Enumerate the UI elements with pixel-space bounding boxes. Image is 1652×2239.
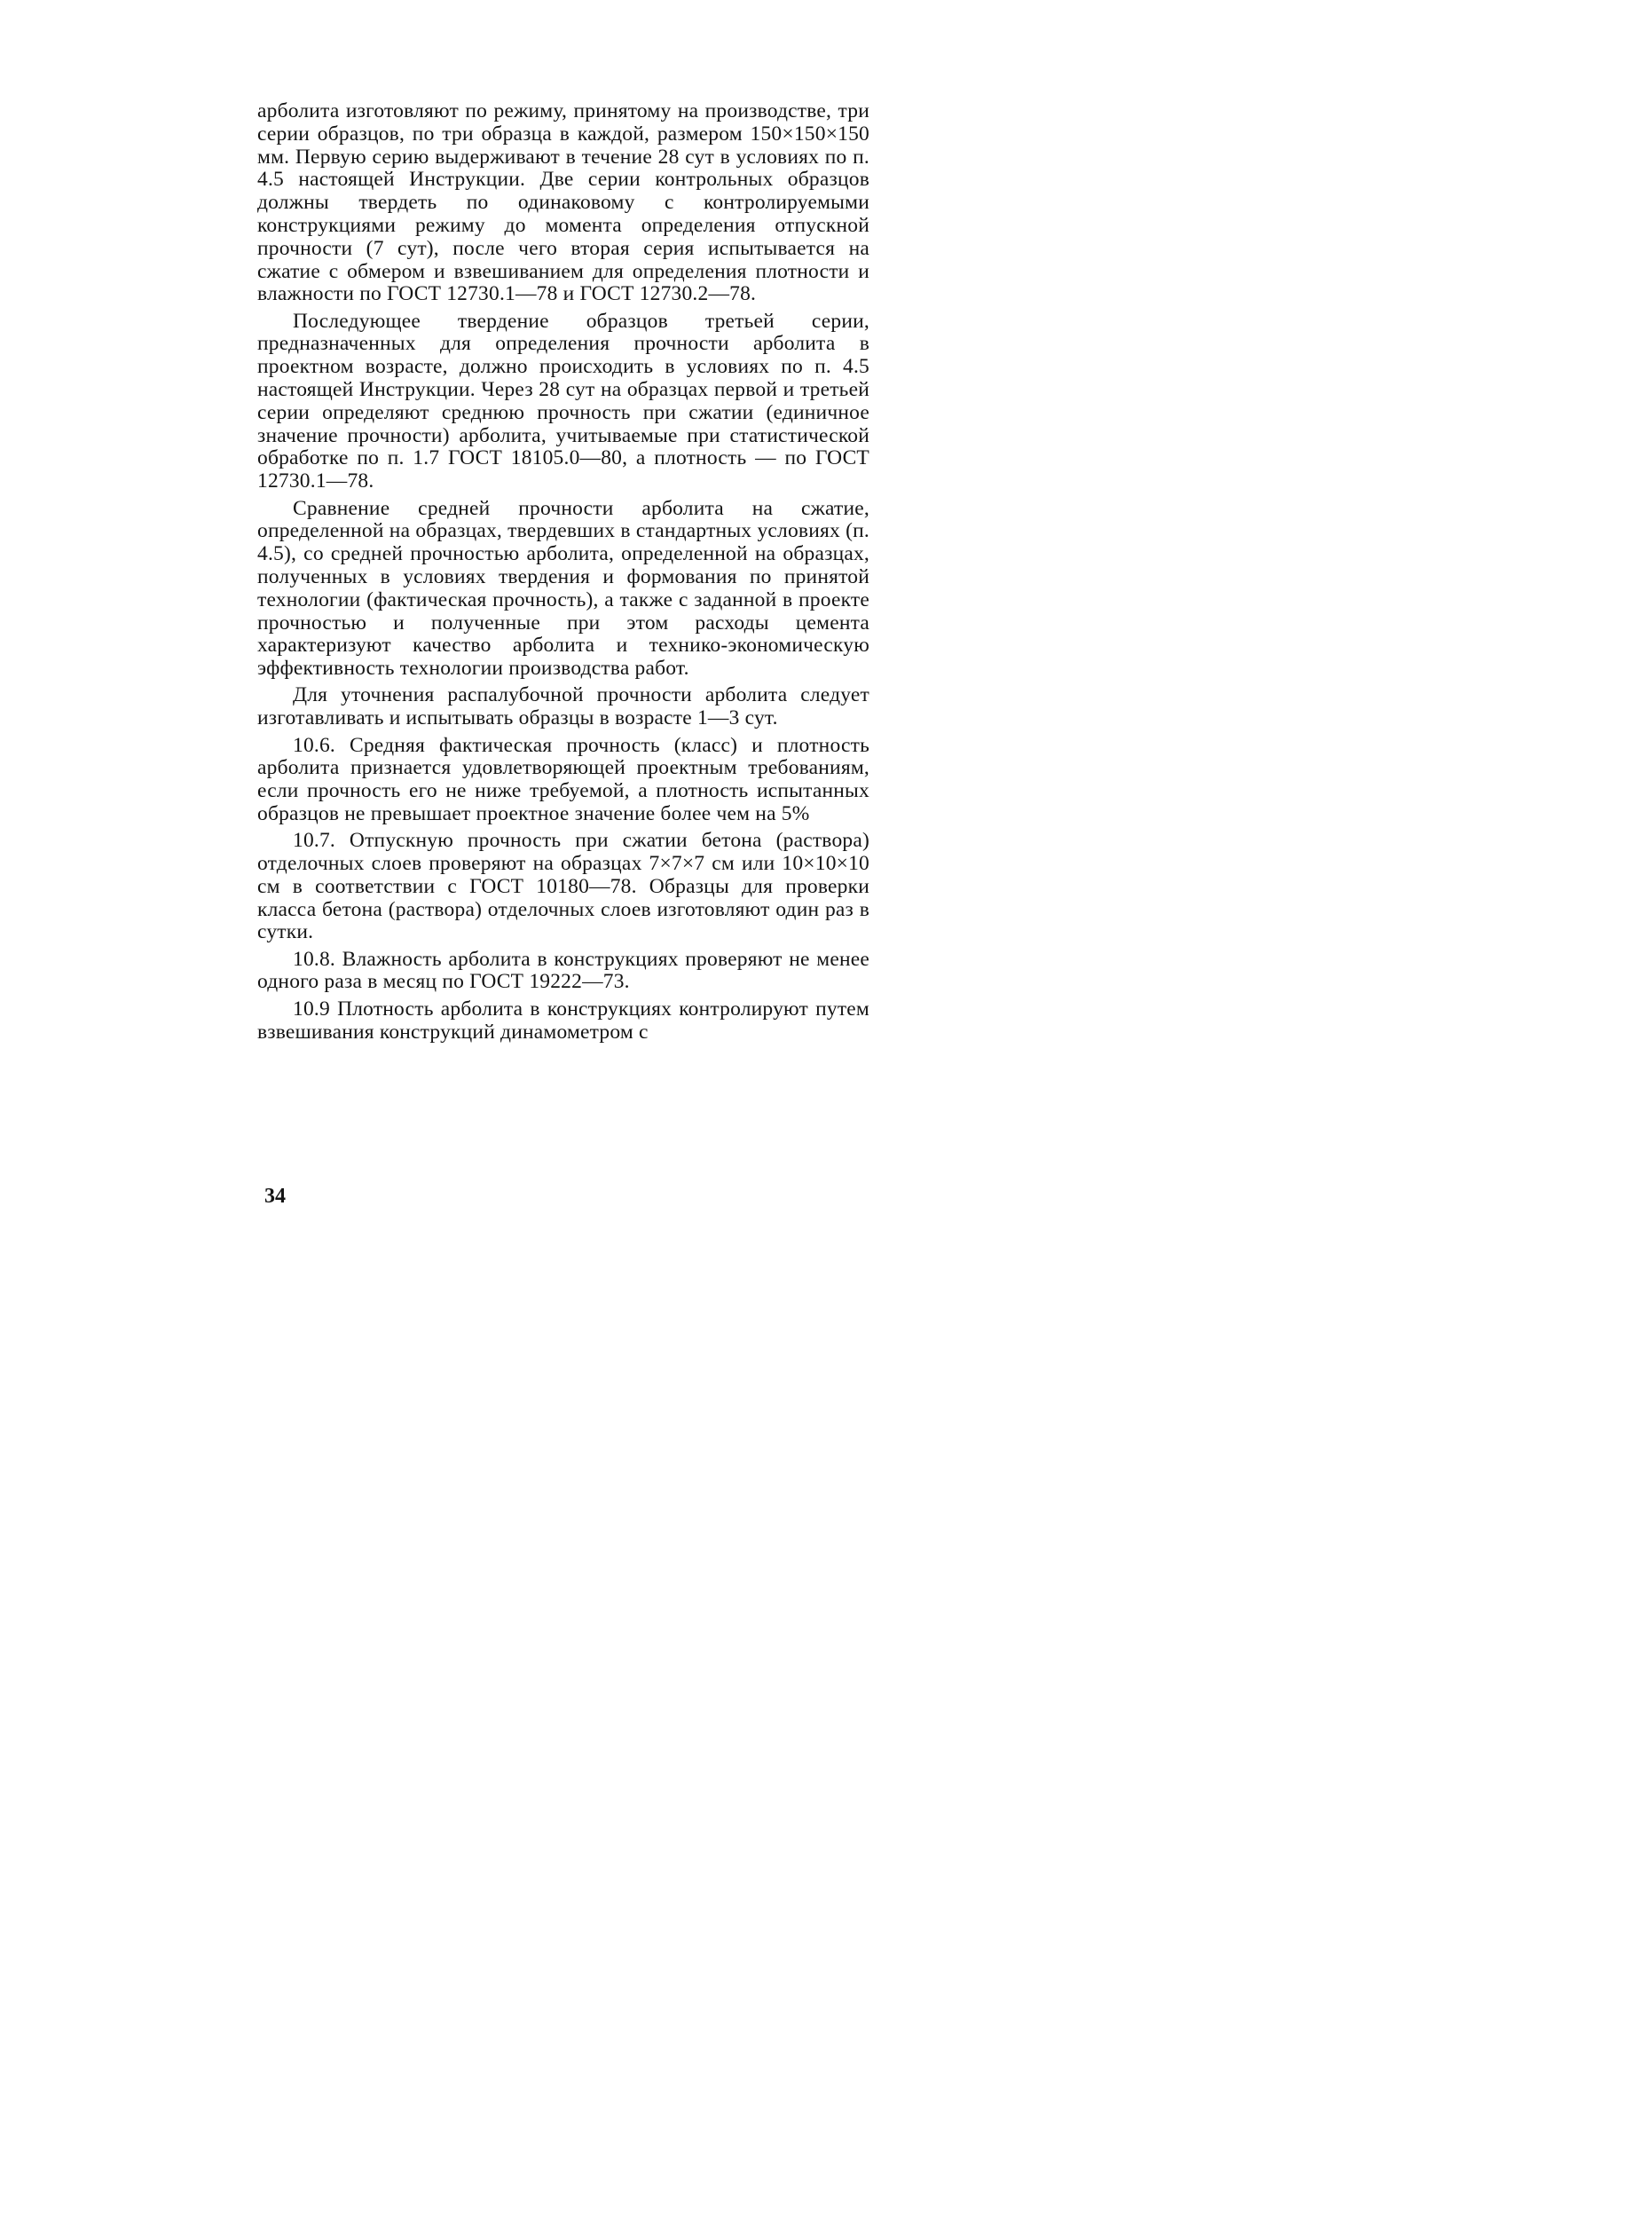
paragraph-clause-10-6: 10.6. Средняя фактическая прочность (класс) и плотность арболита признается удовлетворяющей проектным требованиям, если прочность его не ниже требуемой, а плотность испытанных образцов не превышает проектное значение более чем на 5%: [257, 733, 869, 825]
paragraph-third-series-curing: Последующее твердение образцов третьей серии, предназначенных для определения прочности арболита в проектном возрасте, должно происходить в условиях по п. 4.5 настоящей Инструкции. Через 28 сут на образцах первой и третьей серии определяют среднюю прочность при сжатии (единичное значение прочности) арболита, учитываемые при статистической обработке по п. 1.7 ГОСТ 18105.0—80, а плотность — по ГОСТ 12730.1—78.: [257, 309, 869, 493]
body-text: [257, 100, 869, 1048]
page-number: 34: [264, 1185, 286, 1208]
paragraph-strength-comparison: Сравнение средней прочности арболита на сжатие, определенной на образцах, твердевших в стандартных условиях (п. 4.5), со средней прочностью арболита, определенной на образцах, полученных в условиях твердения и формования по принятой технологии (фактическая прочность), а также с заданной в проекте прочностью и полученные при этом расходы цемента характеризуют качество арболита и технико-экономическую эффективность технологии производства работ.: [257, 496, 869, 681]
paragraph-stripping-strength: Для уточнения распалубочной прочности арболита следует изготавливать и испытывать образцы в возрасте 1—3 сут.: [257, 683, 869, 730]
paragraph-specimen-series: арболита изготовляют по режиму, принятому на производстве, три серии образцов, по три образца в каждой, размером 150×150×150 мм. Первую серию выдерживают в течение 28 сут в условиях по п. 4.5 настоящей Инструкции. Две серии контрольных образцов должны твердеть по одинаковому с контролируемыми конструкциями режиму до момента определения отпускной прочности (7 сут), после чего вторая серия испытывается на сжатие с обмером и взвешиванием для определения плотности и влажности по ГОСТ 12730.1—78 и ГОСТ 12730.2—78.: [257, 99, 869, 306]
document-page: [0, 0, 1031, 1397]
paragraph-clause-10-9: 10.9 Плотность арболита в конструкциях контролируют путем взвешивания конструкций динамометром с: [257, 997, 869, 1044]
paragraph-clause-10-7: 10.7. Отпускную прочность при сжатии бетона (раствора) отделочных слоев проверяют на образцах 7×7×7 см или 10×10×10 см в соответствии с ГОСТ 10180—78. Образцы для проверки класса бетона (раствора) отделочных слоев изготовляют один раз в сутки.: [257, 829, 869, 944]
paragraph-clause-10-8: 10.8. Влажность арболита в конструкциях проверяют не менее одного раза в месяц по ГОСТ 19222—73.: [257, 947, 869, 994]
